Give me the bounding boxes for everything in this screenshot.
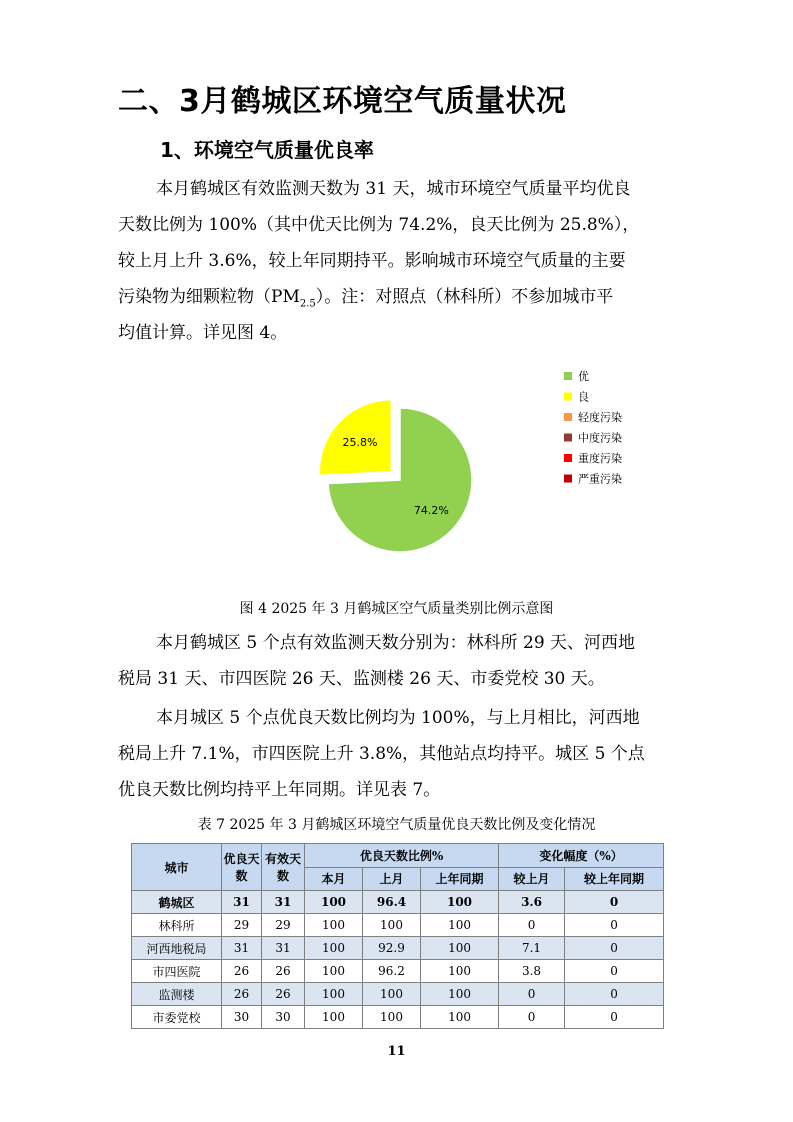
legend-label: 优 bbox=[578, 370, 589, 383]
paragraph-line: 本月鹤城区 5 个点有效监测天数分别为：林科所 29 天、河西地 bbox=[156, 633, 636, 653]
paragraph-line: 优良天数比例均持平上年同期。详见表 7。 bbox=[118, 780, 441, 800]
table-cell: 100 bbox=[421, 1006, 499, 1029]
line-text: 污染物为细颗粒物（PM bbox=[118, 287, 300, 307]
table-cell: 0 bbox=[565, 960, 664, 983]
table-row bbox=[132, 983, 664, 1006]
table-cell: 0 bbox=[565, 891, 664, 914]
legend-label: 中度污染 bbox=[578, 431, 622, 445]
legend-swatch bbox=[564, 393, 572, 401]
legend-label: 严重污染 bbox=[578, 472, 622, 486]
table-row bbox=[132, 937, 664, 960]
table-cell: 29 bbox=[222, 914, 262, 937]
table-cell: 26 bbox=[222, 960, 262, 983]
paragraph-line: 较上月上升 3.6%，较上年同期持平。影响城市环境空气质量的主要 bbox=[118, 251, 626, 271]
table-cell: 100 bbox=[305, 937, 363, 960]
paragraph-line: 本月城区 5 个点优良天数比例均为 100%，与上月相比，河西地 bbox=[156, 708, 640, 728]
table-cell: 30 bbox=[262, 1006, 305, 1029]
paragraph-monitoring-days bbox=[118, 625, 678, 697]
header-this-month: 本月 bbox=[305, 867, 363, 891]
table-cell: 100 bbox=[305, 1006, 363, 1029]
pm-subscript: 2.5 bbox=[299, 298, 316, 310]
header-last-month: 上月 bbox=[363, 867, 421, 891]
table-cell: 3.8 bbox=[499, 960, 565, 983]
legend-label: 良 bbox=[578, 390, 589, 404]
table-cell: 26 bbox=[262, 960, 305, 983]
table-cell: 31 bbox=[262, 891, 305, 914]
table-cell: 100 bbox=[305, 960, 363, 983]
table-cell: 100 bbox=[421, 914, 499, 937]
header-vs-last-month: 较上月 bbox=[499, 867, 565, 891]
table-cell: 26 bbox=[222, 983, 262, 1006]
table-cell: 31 bbox=[222, 891, 262, 914]
table-cell: 100 bbox=[305, 983, 363, 1006]
table-caption: 表 7 2025 年 3 月鹤城区环境空气质量优良天数比例及变化情况 bbox=[197, 817, 596, 833]
legend-swatch bbox=[564, 454, 572, 462]
table-cell: 100 bbox=[421, 960, 499, 983]
table-cell: 100 bbox=[363, 914, 421, 937]
paragraph-quality-rate bbox=[118, 171, 678, 351]
header-good-days: 优良天数 bbox=[222, 844, 262, 891]
table-cell: 0 bbox=[565, 983, 664, 1006]
table-cell: 100 bbox=[363, 983, 421, 1006]
table-cell: 0 bbox=[499, 983, 565, 1006]
table-cell: 3.6 bbox=[499, 891, 565, 914]
table-cell: 31 bbox=[262, 937, 305, 960]
table-cell: 河西地税局 bbox=[132, 937, 222, 960]
table-cell: 100 bbox=[421, 937, 499, 960]
legend-swatch bbox=[564, 475, 572, 483]
line-text: ）。注：对照点（林科所）不参加城市平 bbox=[315, 287, 614, 307]
table-cell: 100 bbox=[421, 983, 499, 1006]
table-cell: 0 bbox=[565, 1006, 664, 1029]
air-quality-table bbox=[131, 843, 664, 1029]
table-cell: 29 bbox=[262, 914, 305, 937]
table-row bbox=[132, 960, 664, 983]
paragraph-line: 均值计算。详见图 4。 bbox=[118, 323, 288, 343]
table-cell: 7.1 bbox=[499, 937, 565, 960]
header-change-group: 变化幅度（%） bbox=[499, 844, 664, 868]
header-last-year: 上年同期 bbox=[421, 867, 499, 891]
table-cell: 市四医院 bbox=[132, 960, 222, 983]
page-number: 11 bbox=[387, 1044, 406, 1059]
table-cell: 96.4 bbox=[363, 891, 421, 914]
table-cell: 0 bbox=[499, 914, 565, 937]
header-ratio-group: 优良天数比例% bbox=[305, 844, 499, 868]
table-cell: 0 bbox=[565, 937, 664, 960]
table-cell: 96.2 bbox=[363, 960, 421, 983]
table-cell: 0 bbox=[565, 914, 664, 937]
table-cell: 92.9 bbox=[363, 937, 421, 960]
table-cell: 26 bbox=[262, 983, 305, 1006]
table-cell: 100 bbox=[305, 914, 363, 937]
header-vs-last-year: 较上年同期 bbox=[565, 867, 664, 891]
table-cell: 林科所 bbox=[132, 914, 222, 937]
paragraph-line bbox=[118, 279, 678, 315]
table-cell: 100 bbox=[305, 891, 363, 914]
table-row bbox=[132, 1006, 664, 1029]
header-city: 城市 bbox=[132, 844, 222, 891]
paragraph-line: 本月鹤城区有效监测天数为 31 天，城市环境空气质量平均优良 bbox=[156, 179, 631, 199]
legend-label: 重度污染 bbox=[578, 452, 622, 465]
subsection-heading: 1、环境空气质量优良率 bbox=[160, 138, 374, 162]
table-cell: 鹤城区 bbox=[132, 891, 222, 914]
table-cell: 30 bbox=[222, 1006, 262, 1029]
paragraph-line: 税局 31 天、市四医院 26 天、监测楼 26 天、市委党校 30 天。 bbox=[118, 669, 605, 689]
table-cell: 100 bbox=[363, 1006, 421, 1029]
table-cell: 0 bbox=[499, 1006, 565, 1029]
pie-data-label: 25.8% bbox=[342, 435, 378, 449]
legend-swatch bbox=[564, 434, 572, 442]
figure-caption: 图 4 2025 年 3 月鹤城区空气质量类别比例示意图 bbox=[239, 601, 554, 617]
pie-chart-svg bbox=[300, 362, 660, 572]
legend-swatch bbox=[564, 413, 572, 421]
pie-data-label: 74.2% bbox=[413, 503, 449, 517]
paragraph-line: 天数比例为 100%（其中优天比例为 74.2%，良天比例为 25.8%）， bbox=[118, 215, 640, 235]
table-row bbox=[132, 891, 664, 914]
table-cell: 31 bbox=[222, 937, 262, 960]
table-cell: 100 bbox=[421, 891, 499, 914]
paragraph-good-ratio bbox=[118, 700, 678, 808]
legend-swatch bbox=[564, 372, 572, 380]
header-valid-days: 有效天数 bbox=[262, 844, 305, 891]
paragraph-line: 税局上升 7.1%，市四医院上升 3.8%，其他站点均持平。城区 5 个点 bbox=[118, 744, 645, 764]
section-heading: 二、3月鹤城区环境空气质量状况 bbox=[118, 84, 567, 119]
table-cell: 市委党校 bbox=[132, 1006, 222, 1029]
table-row bbox=[132, 914, 664, 937]
table-cell: 监测楼 bbox=[132, 983, 222, 1006]
legend-label: 轻度污染 bbox=[578, 411, 622, 424]
air-quality-pie-chart bbox=[300, 362, 660, 572]
